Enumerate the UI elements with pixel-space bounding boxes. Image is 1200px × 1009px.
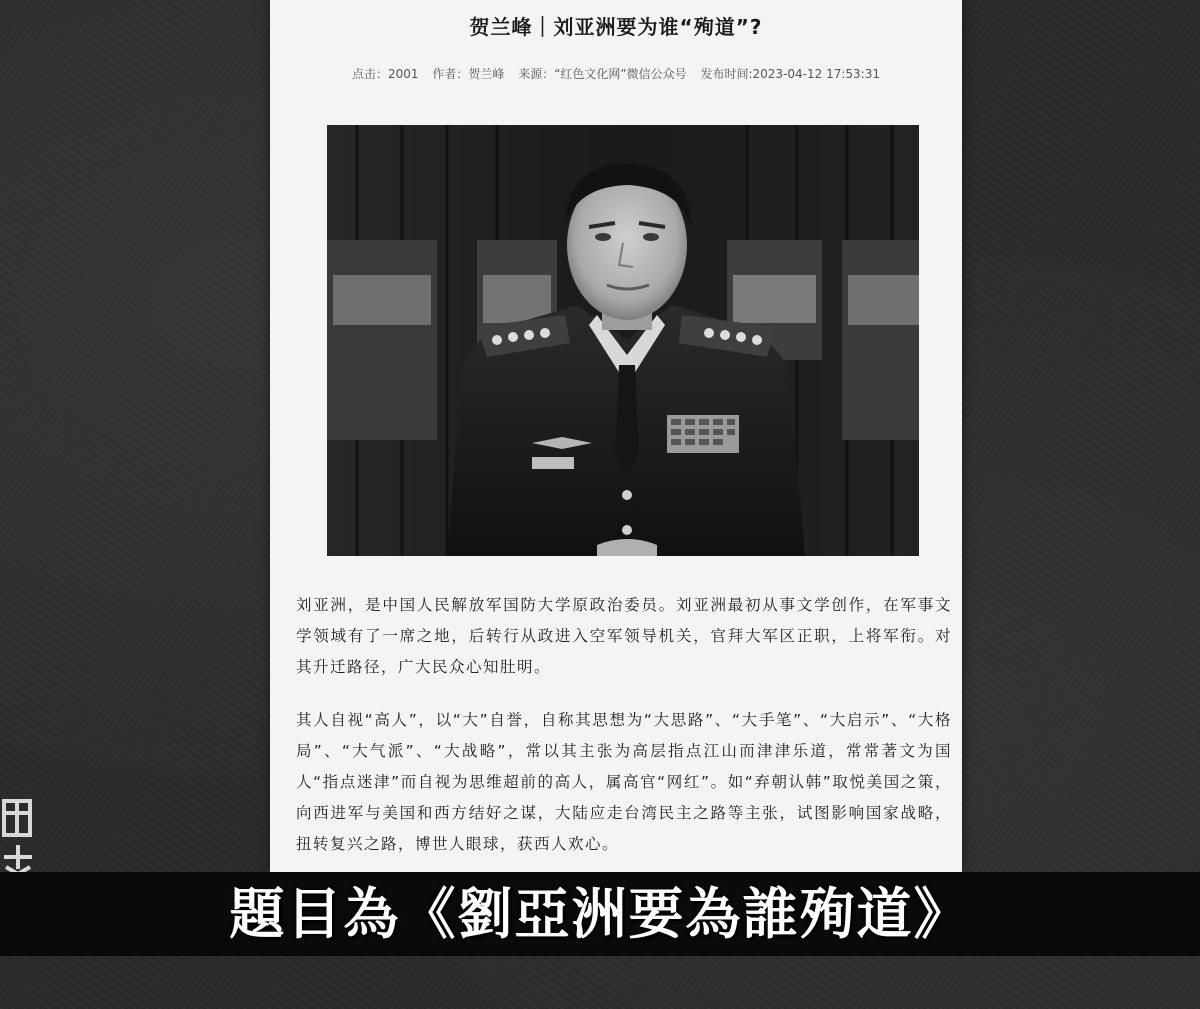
article-meta: [270, 64, 962, 84]
article-title: 贺兰峰｜刘亚洲要为谁“殉道”?: [469, 15, 763, 39]
portrait-photo: [327, 125, 919, 556]
video-subtitle: 題目為《劉亞洲要為誰殉道》: [229, 881, 971, 946]
author: 作者：贺兰峰: [432, 67, 505, 81]
source: 来源：“红色文化网”微信公众号: [518, 67, 687, 81]
publish-time: 发布时间:2023-04-12 17:53:31: [700, 67, 880, 81]
article-paragraph-1: 刘亚洲，是中国人民解放军国防大学原政治委员。刘亚洲最初从事文学创作，在军事文学领域有了一席之地，后转行从政进入空军领导机关，官拜大军区正职，上将军衔。对其升迁路径，广大民众心知肚明。: [296, 596, 952, 676]
article-screenshot: [270, 0, 962, 872]
article-paragraph-2: 其人自视“高人”，以“大”自誉，自称其思想为“大思路”、“大手笔”、“大启示”、“大格局”、“大气派”、“大战略”，常以其主张为高层指点江山而津津乐道，常常著文为国人“指点迷津”而自视为思维超前的高人，属高官“网红”。如“弃朝认韩”取悦美国之策，向西进军与美国和西方结好之谋，大陆应走台湾民主之路等主张，试图影响国家战略，扭转复兴之路，博世人眼球，获西人欢心。: [296, 711, 952, 853]
click-count: 点击：2001: [352, 67, 419, 81]
